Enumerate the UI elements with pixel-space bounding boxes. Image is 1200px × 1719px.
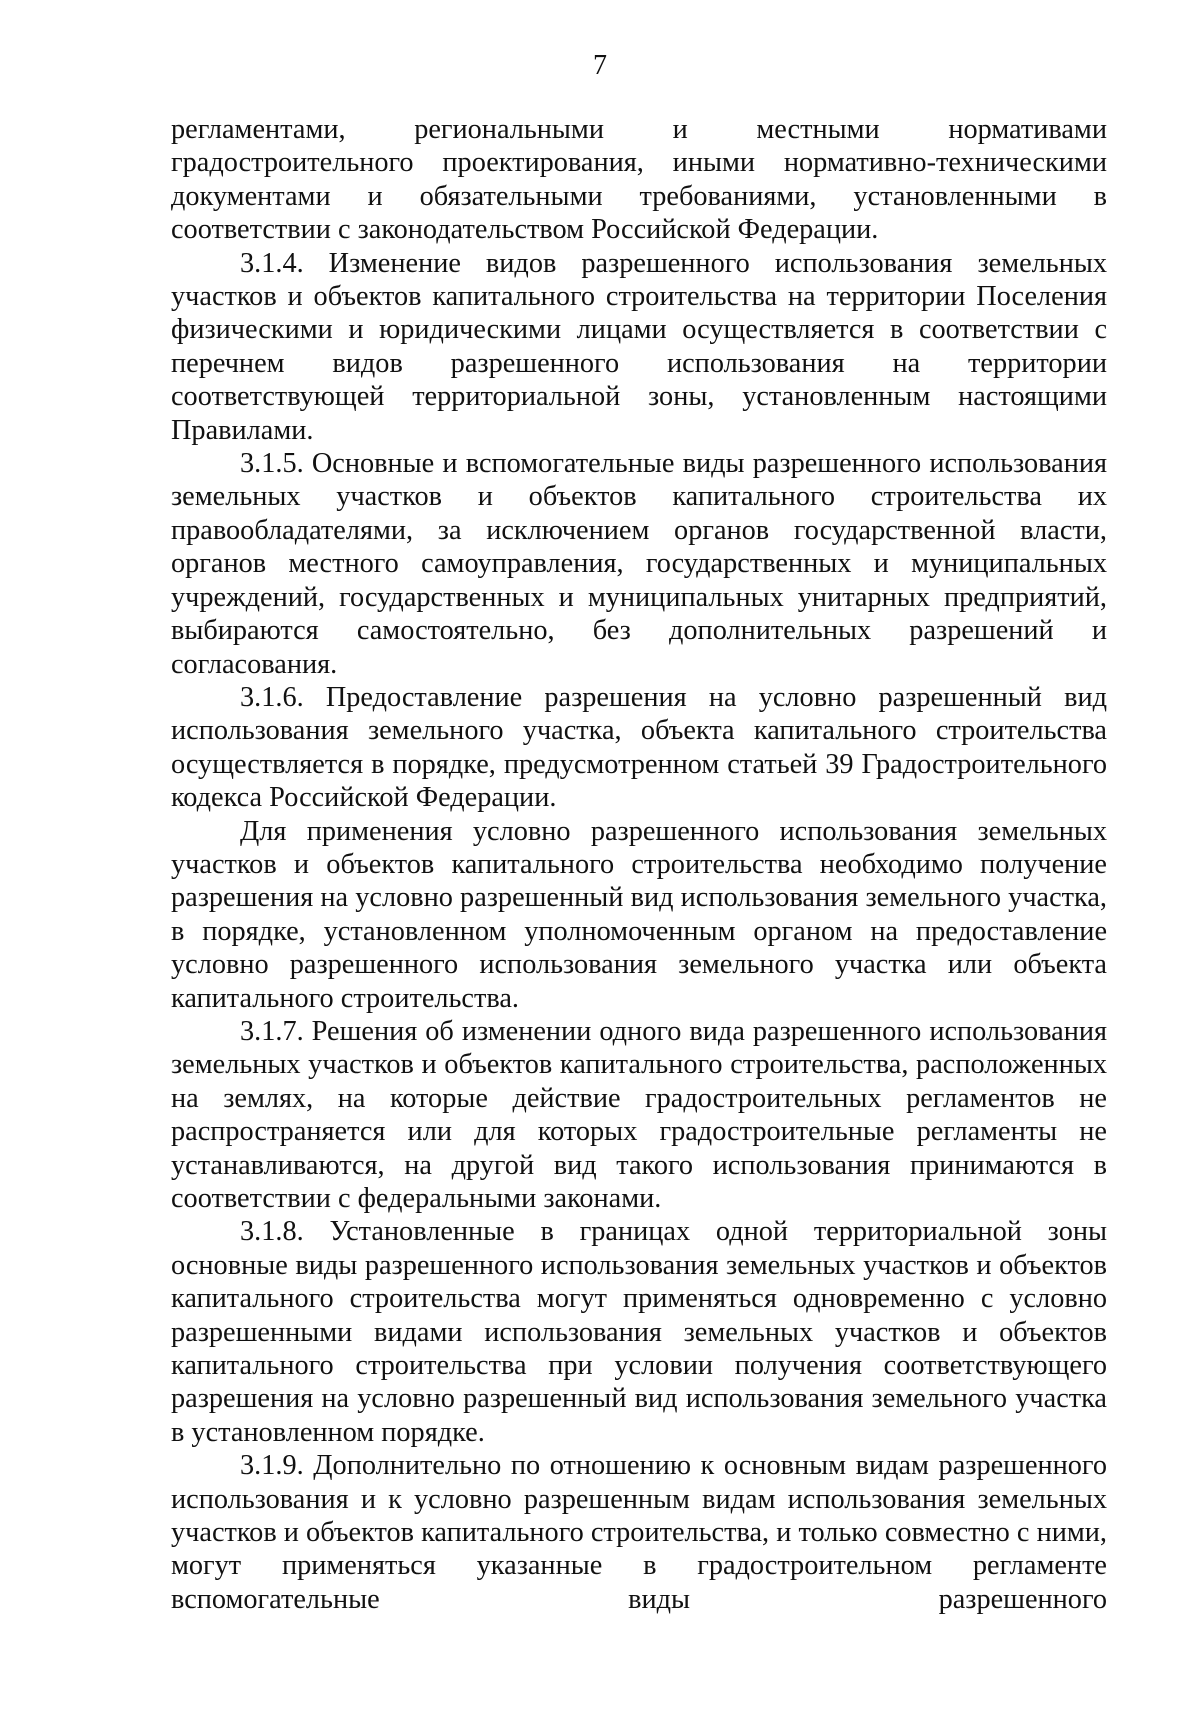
- paragraph-3-1-9: 3.1.9. Дополнительно по отношению к основным видам разрешенного использования и к условно разрешенным видам использования земельных участков и объектов капитального строительства, и только совместно с ними, могут применяться указанные в градостроительном регламенте вспомогательные виды разрешенного: [171, 1450, 1107, 1615]
- paragraph-conditional-use: Для применения условно разрешенного использования земельных участков и объектов капитального строительства необходимо получение разрешения на условно разрешенный вид использования земельного участка, в порядке, установленном уполномоченным органом на предоставление условно разрешенного использования земельного участка или объекта капитального строительства.: [171, 815, 1107, 1014]
- paragraph-3-1-4: 3.1.4. Изменение видов разрешенного использования земельных участков и объектов капитального строительства на территории Поселения физическими и юридическими лицами осуществляется в соответствии с перечнем видов разрешенного использования на территории соответствующей территориальной зоны, установленным настоящими Правилами.: [171, 247, 1107, 446]
- paragraph-3-1-6: 3.1.6. Предоставление разрешения на условно разрешенный вид использования земельного участка, объекта капитального строительства осуществляется в порядке, предусмотренном статьей 39 Градостроительного кодекса Российской Федерации.: [171, 681, 1107, 814]
- paragraph-3-1-7: 3.1.7. Решения об изменении одного вида разрешенного использования земельных участков и объектов капитального строительства, расположенных на землях, на которые действие градостроительных регламентов не распространяется или для которых градостроительные регламенты не устанавливаются, на другой вид такого использования принимаются в соответствии с федеральными законами.: [171, 1015, 1107, 1214]
- paragraph-3-1-5: 3.1.5. Основные и вспомогательные виды разрешенного использования земельных участков и объектов капитального строительства их правообладателями, за исключением органов государственной власти, органов местного самоуправления, государственных и муниципальных учреждений, государственных и муниципальных унитарных предприятий, выбираются самостоятельно, без дополнительных разрешений и согласования.: [171, 448, 1107, 680]
- page-number: 7: [593, 50, 607, 81]
- document-body: [171, 113, 1107, 1616]
- paragraph-continuation: регламентами, региональными и местными нормативами градостроительного проектирования, иными нормативно-техническими документами и обязательными требованиями, установленными в соответствии с законодательством Российской Федерации.: [171, 114, 1107, 246]
- paragraph-3-1-8: 3.1.8. Установленные в границах одной территориальной зоны основные виды разрешенного использования земельных участков и объектов капитального строительства могут применяться одновременно с условно разрешенными видами использования земельных участков и объектов капитального строительства при условии получения соответствующего разрешения на условно разрешенный вид использования земельного участка в установленном порядке.: [171, 1216, 1107, 1448]
